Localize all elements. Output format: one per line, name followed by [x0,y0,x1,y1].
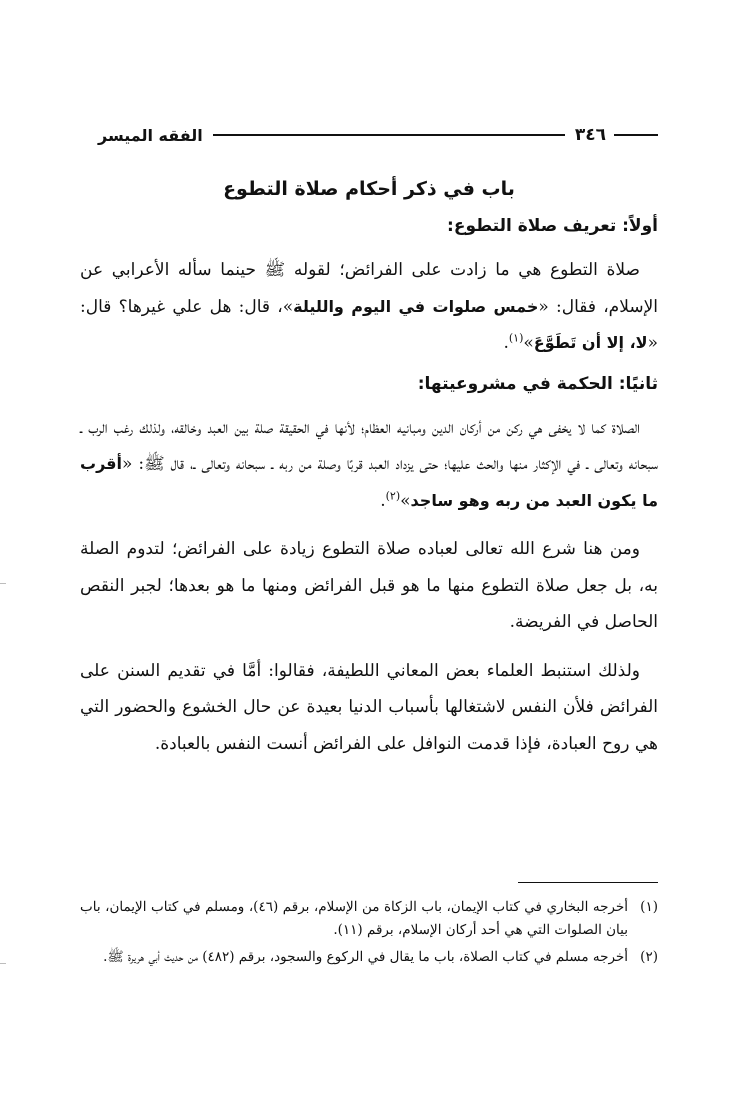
footnote [80,896,658,942]
footnote-ref[interactable]: (٢) [385,488,401,502]
book-title: الفقه الميسر [98,125,203,145]
header-rule-short [614,134,658,136]
paragraph-legislation: ومن هنا شرع الله تعالى لعباده صلاة التطوع زيادة على الفرائض؛ لتدوم الصلة به، بل جعل صلاة التطوع منها ما هو قبل الفرائض ومنها ما هو بعدها؛ لجبر النقص الحاصل في الفريضة. [80,539,658,632]
hadith-quote: أقرب ما يكون العبد من ربه وهو ساجد [80,454,658,510]
hadith-quote: خمس صلوات في اليوم والليلة [293,296,539,316]
footnote-ref[interactable]: (١) [508,331,524,345]
paragraph-definition [80,252,658,362]
text-run: صلاة التطوع هي ما زادت على الفرائض؛ لقوله ﷺ حينما سأله الأعرابي عن الإسلام، فقال: « [80,260,659,317]
page-number: ٣٤٦ [574,125,606,145]
section-heading-definition: أولاً: تعريف صلاة التطوع: [447,216,658,236]
running-header [98,120,658,150]
footnote-marker: (١) [640,899,658,915]
footnote-text: أخرجه البخاري في كتاب الإيمان، باب الزكاة من الإسلام، برقم (٤٦)، ومسلم في كتاب الإيمان، باب بيان الصلوات التي هي أحد أركان الإسلام، برقم (١١). [80,899,628,938]
text-run: » [523,333,534,353]
text-run: الصلاة كما لا يخفى هي ركن من أركان الدين ومبانيه العظام؛ لأنها في الحقيقة صلة بين العبد وخالقه، ولذلك رغب الرب ـ سبحانه وتعالى ـ في الإكثار منها والحث عليها؛ حتى يزداد العبد قربًا وصلة من ربه ـ سبحانه وتعالى ـ، قال ﷺ: « [80,417,658,474]
text-run: »، قال: هل علي غيرها؟ قال: « [80,296,658,353]
text-run: . [503,333,509,353]
paragraph-scholars: ولذلك استنبط العلماء بعض المعاني اللطيفة، فقالوا: أمَّا في تقديم السنن على الفرائض فلأن النفس لاشتغالها بأسباب الدنيا بعيدة عن حال الخشوع والحضور التي هي روح العبادة، فإذا قدمت النوافل على الفرائض أنست النفس بالعبادة. [80,660,658,754]
footnote [80,946,658,969]
chapter-title: باب في ذكر أحكام صلاة التطوع [223,178,515,200]
footnote-text: أخرجه مسلم في كتاب الصلاة، باب ما يقال في الركوع والسجود، برقم (٤٨٢) من حديث أبي هريرة ﷺ. [103,949,628,965]
page-content [80,170,658,774]
hadith-quote: لا، إلا أن تَطَوَّعَ [533,333,648,352]
footnote-separator [518,882,658,883]
paragraph-wisdom [80,410,658,520]
footnote-marker: (٢) [640,949,658,965]
section-heading-wisdom: ثانيًا: الحكمة في مشروعيتها: [417,373,658,394]
crop-mark [0,963,6,964]
text-run: » [400,490,411,511]
text-run: . [380,490,386,511]
footnotes [80,896,658,973]
header-rule-long [213,134,565,136]
crop-mark [0,583,6,584]
